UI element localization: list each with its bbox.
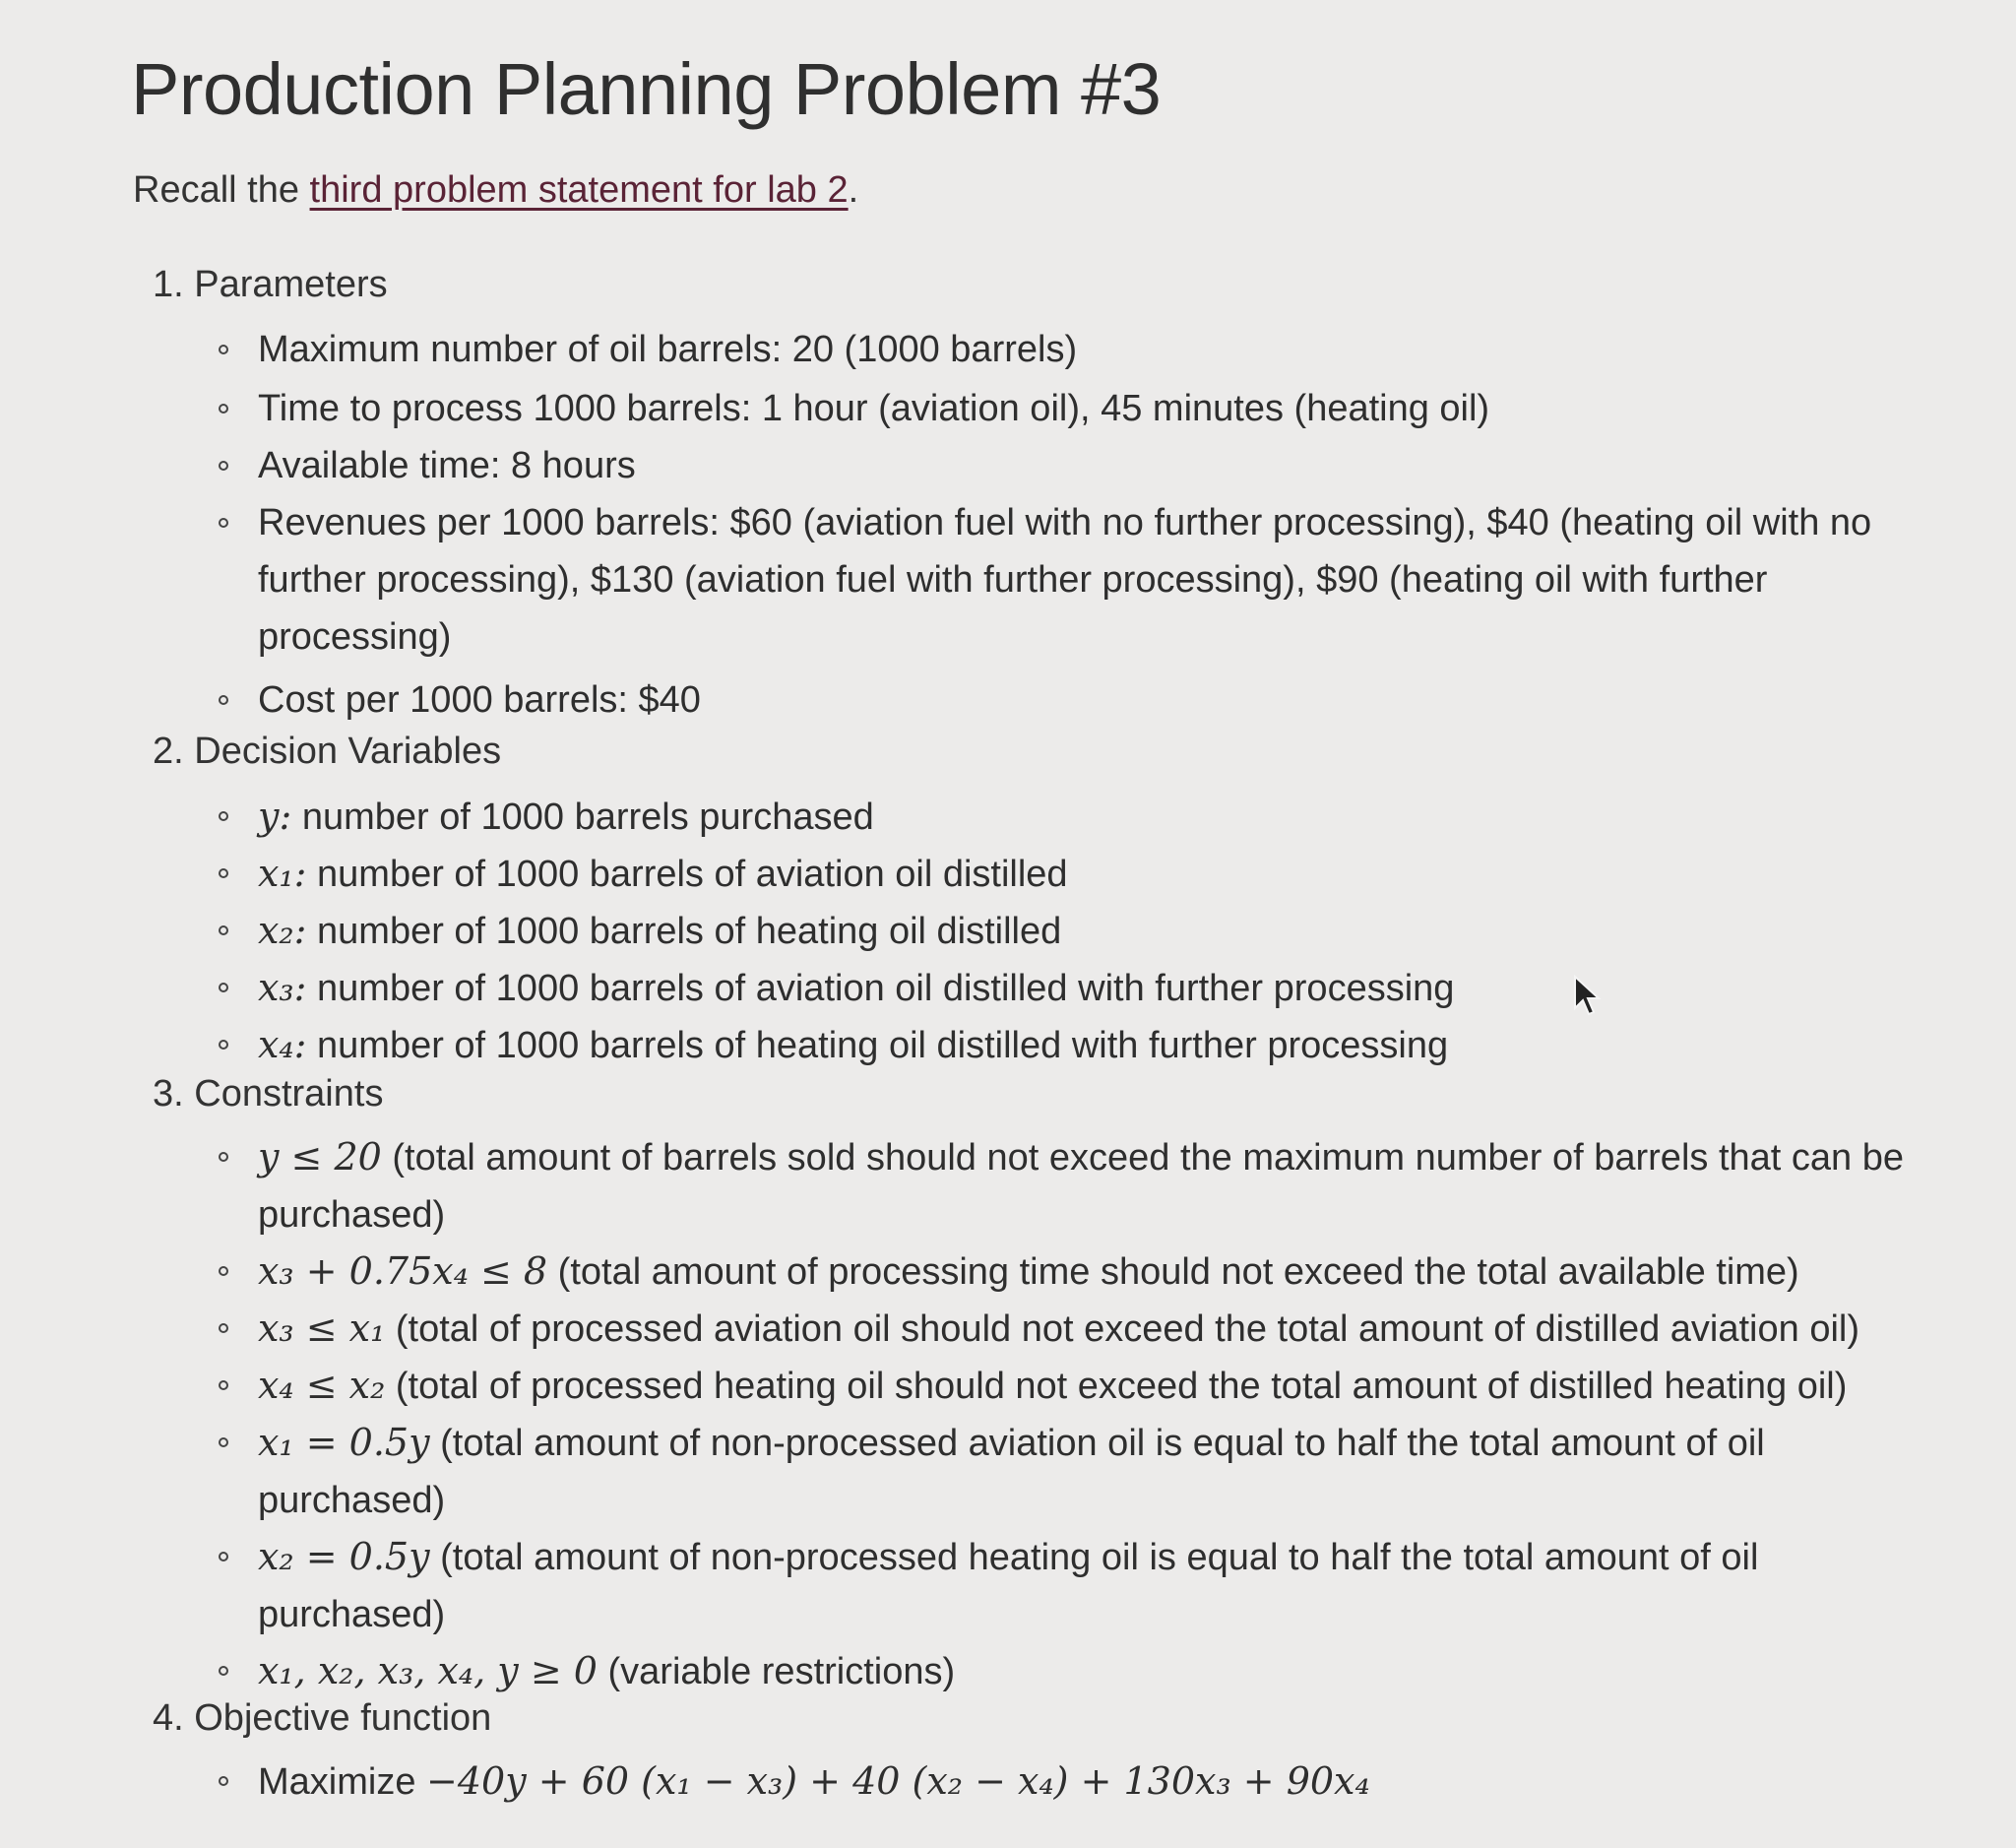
lab2-problem-link[interactable]: third problem statement for lab 2 bbox=[309, 169, 849, 211]
bullet-icon bbox=[219, 404, 228, 414]
constraint-math: x₂ = 0.5y bbox=[258, 1535, 430, 1578]
variable-symbol: x₄: bbox=[258, 1023, 307, 1066]
variable-symbol: x₂: bbox=[258, 909, 307, 952]
intro-suffix: . bbox=[848, 169, 859, 211]
bullet-icon bbox=[219, 1040, 228, 1050]
objective-math: −40y + 60 (x₁ − x₃) + 40 (x₂ − x₄) + 130x₃ + 90x₄ bbox=[426, 1759, 1370, 1803]
bullet-icon bbox=[219, 868, 228, 878]
bullet-icon bbox=[219, 345, 228, 354]
bullet-icon bbox=[219, 518, 228, 528]
bullet-icon bbox=[219, 983, 228, 992]
bullet-icon bbox=[219, 1666, 228, 1676]
bullet-icon bbox=[219, 1266, 228, 1276]
intro-paragraph bbox=[133, 169, 858, 212]
bullet-icon bbox=[219, 811, 228, 821]
variable-symbol: x₃: bbox=[258, 966, 307, 1009]
constraint-math: x₁, x₂, x₃, x₄, y ≥ 0 bbox=[258, 1649, 598, 1692]
bullet-icon bbox=[219, 1380, 228, 1390]
bullet-icon bbox=[219, 1323, 228, 1333]
document-page: Production Planning Problem #3 Recall the third problem statement for lab 2. 1. Parameters Maximum number of oil barrels: 20 (1000 barrels) Time to process 1000 barrels: 1 hour (aviation oil), 45 minutes (heating oil) Available time: 8 hours Revenues per 1000 barrels: $60 (aviation fuel with no further processing), $40 (heating oil with no further processing), $130 (aviation fuel with further processing), $90 (heating oil with further processing) Cost per 1000 barrels: $40 2. Decision Variables y: number of 1000 barrels purchased x₁: number of 1000 barrels of aviation oil distilled x₂: number of 1000 barrels of heating oil distilled x₃: number of 1000 barrels of aviation oil distilled with further processing x₄: number of 1000 barrels of heating oil distilled with further processing 3. Constraints y ≤ 20 (total amount of barrels sold should not exceed the maximum number of barrels that can be purchased) x₃ + 0.75x₄ ≤ 8 (total amount of processing time should not exceed the total available time) x₃ ≤ x₁ (total of processed aviation oil should not exceed the total amount of distilled aviation oil) x₄ ≤ x₂ (total of processed heating oil should not exceed the total amount of distilled heating oil) x₁ = 0.5y (total amount of non-processed aviation oil is equal to half the total amount of oil purchased) x₂ = 0.5y (total amount of non-processed heating oil is equal to half the total amount of oil purchased) x₁, x₂, x₃, x₄, y ≥ 0 (variable restrictions) 4. Objective function Maximize −40y + 60 (x₁ − x₃) + 40 (x₂ − x₄) + 130x₃ + 90x₄ bbox=[131, 48, 1904, 1803]
objective-prefix: Maximize bbox=[258, 1761, 427, 1803]
bullet-icon bbox=[219, 925, 228, 935]
intro-prefix: Recall the bbox=[133, 169, 310, 211]
section-objective-heading: 4. Objective function bbox=[153, 1697, 492, 1739]
bullet-icon bbox=[219, 695, 228, 705]
bullet-icon bbox=[219, 461, 228, 471]
bullet-icon bbox=[219, 1552, 228, 1561]
constraint-math: y ≤ 20 bbox=[258, 1135, 382, 1179]
constraint-math: x₃ ≤ x₁ bbox=[258, 1306, 386, 1350]
constraint-math: x₃ + 0.75x₄ ≤ 8 bbox=[258, 1249, 548, 1293]
bullet-icon bbox=[219, 1776, 228, 1786]
bullet-icon bbox=[219, 1152, 228, 1162]
constraint-math: x₁ = 0.5y bbox=[258, 1421, 430, 1464]
mouse-cursor-icon bbox=[1573, 975, 1603, 1020]
section-decision-variables-heading: 2. Decision Variables bbox=[153, 731, 502, 772]
variable-symbol: x₁: bbox=[258, 852, 307, 895]
variable-symbol: y: bbox=[258, 795, 292, 838]
bullet-icon bbox=[219, 1437, 228, 1447]
page-title: Production Planning Problem #3 bbox=[131, 48, 1162, 130]
section-parameters-heading: 1. Parameters bbox=[153, 264, 388, 305]
section-constraints-heading: 3. Constraints bbox=[153, 1073, 384, 1115]
constraint-math: x₄ ≤ x₂ bbox=[258, 1364, 386, 1407]
